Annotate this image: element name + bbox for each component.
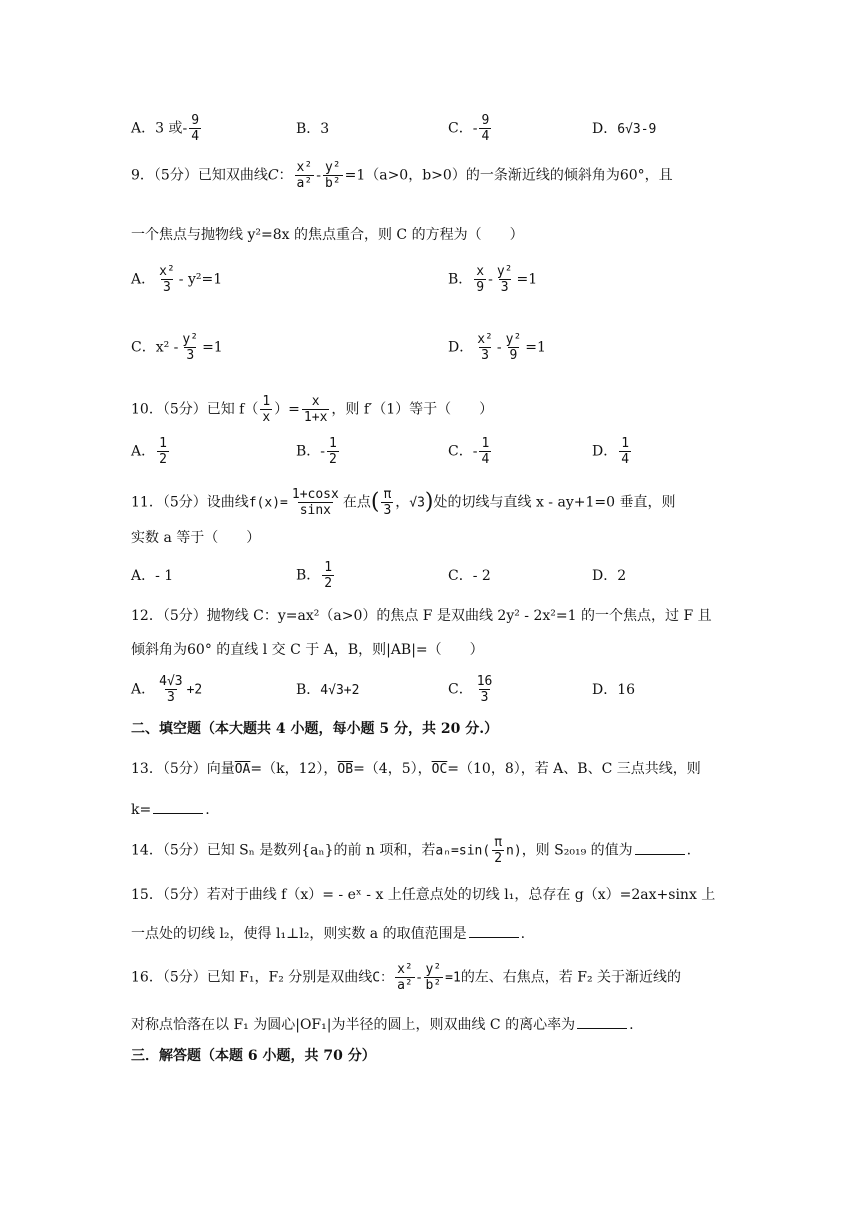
q16-frac1 xyxy=(395,962,415,993)
q12-option-d: D．16 xyxy=(592,682,636,698)
q13-end: . xyxy=(205,802,210,818)
q10-frac2 xyxy=(302,394,329,425)
q9-var: C xyxy=(267,167,279,184)
q9-d-frac2 xyxy=(504,332,524,363)
q9-b-minus: - xyxy=(488,271,493,288)
q9-a-tail: - y²=1 xyxy=(178,271,223,288)
q9-d-den2: 9 xyxy=(509,348,518,363)
q16-num1: x² xyxy=(397,962,413,977)
q9-option-d xyxy=(448,332,546,363)
q9-option-a xyxy=(131,264,222,295)
q15-text: 一点处的切线 l₂，使得 l₁⊥l₂，则实数 a 的取值范围是 xyxy=(131,926,467,942)
q9-frac1 xyxy=(295,160,315,191)
q8-c-num: 9 xyxy=(481,113,490,128)
q9-lead: 9．（5分）已知双曲线 xyxy=(131,167,268,184)
q10-c-frac xyxy=(479,436,491,467)
q16-minus: - xyxy=(416,969,422,986)
q12-a-frac xyxy=(157,674,184,705)
q8-c-den: 4 xyxy=(481,129,490,144)
q11-b-den: 2 xyxy=(324,576,333,591)
q14-lead: 14．（5分）已知 Sₙ 是数列{aₙ}的前 n 项和，若 xyxy=(131,842,436,859)
q8-c-fraction xyxy=(479,113,491,144)
q11-line2: 实数 a 等于（ ） xyxy=(131,530,261,546)
q8-a-fraction xyxy=(189,113,201,144)
q12-a-num: 4√3 xyxy=(159,674,183,689)
q11-b-frac xyxy=(322,560,334,591)
q9-c-tail: =1 xyxy=(202,339,223,356)
q9-colon: ： xyxy=(278,167,293,184)
q9-minus: - xyxy=(316,167,321,184)
q12-a-label: A． xyxy=(131,681,156,698)
q11-option-a: A．- 1 xyxy=(131,568,174,584)
q9-c-head: x² - xyxy=(155,339,179,356)
q10-b-num: 1 xyxy=(329,436,337,451)
q15-line1: 15．（5分）若对于曲线 f（x）= - eˣ - x 上任意点处的切线 l₁，总存在 g（x）=2ax+sinx 上 xyxy=(131,887,716,903)
q11-point-frac xyxy=(381,487,393,518)
q16-tail: 的左、右焦点，若 F₂ 关于渐近线的 xyxy=(460,969,682,986)
q15-end: . xyxy=(520,926,526,942)
q13-p1: =（k，12）， xyxy=(250,761,338,777)
q15-line2 xyxy=(131,923,525,944)
q9-b-num2: y² xyxy=(496,264,513,279)
q13-line2 xyxy=(131,799,210,820)
q10-b-label: B． xyxy=(296,443,321,460)
q11-close-paren: ) xyxy=(424,489,434,515)
q9-c-den: 3 xyxy=(186,348,195,363)
q12-c-frac xyxy=(475,674,495,705)
q11-option-c: C．- 2 xyxy=(448,568,491,584)
q9-a-num: x² xyxy=(159,264,175,279)
q11-open-paren: ( xyxy=(370,489,380,515)
q8-c-label: C． xyxy=(448,120,473,137)
q8-a-text: A．3 或 xyxy=(131,120,183,137)
q10-option-d xyxy=(592,436,633,467)
q16-den1: a² xyxy=(397,978,413,993)
q9-b-frac2 xyxy=(495,264,515,295)
q8-a-den: 4 xyxy=(191,129,200,144)
q9-b-frac1 xyxy=(474,264,486,295)
q10-option-a xyxy=(131,436,171,467)
q10-line1 xyxy=(131,394,493,425)
q11-den: sinx xyxy=(299,503,332,518)
q10-c-den: 4 xyxy=(481,452,490,467)
q10-d-label: D． xyxy=(592,443,618,460)
q9-c-frac xyxy=(180,332,200,363)
q9-option-b xyxy=(448,264,537,295)
q9-c-label: C． xyxy=(131,339,156,356)
q8-d-expr: 6√3-9 xyxy=(617,122,657,137)
q8-d-label: D． xyxy=(592,121,618,137)
q10-lead: 10．（5分）已知 f（ xyxy=(131,401,259,418)
q11-option-b xyxy=(296,560,336,591)
q13-answer-blank[interactable] xyxy=(153,799,203,814)
q10-a-den: 2 xyxy=(159,452,167,467)
q13-vector-oa: $\overline{OA}$ xyxy=(234,762,251,777)
q12-a-tail: +2 xyxy=(186,682,203,698)
q10-option-b xyxy=(296,436,341,467)
q11-tail: 处的切线与直线 x - ay+1=0 垂直，则 xyxy=(433,494,676,511)
q12-option-a xyxy=(131,674,202,705)
q14-line xyxy=(131,835,691,866)
q9-b-den2: 3 xyxy=(500,280,509,295)
q16-line2 xyxy=(131,1014,634,1035)
q8-c-neg: - xyxy=(472,120,478,137)
q11-lead: 11．（5分）设曲线 xyxy=(131,494,249,511)
q9-tail: =1（a>0，b>0）的一条渐近线的倾斜角为60°，且 xyxy=(344,167,673,184)
q12-option-c xyxy=(448,674,496,705)
q11-mid: 在点 xyxy=(342,494,371,511)
q10-num1: 1 xyxy=(262,394,271,409)
q9-num1: x² xyxy=(296,160,313,175)
section-answer-heading: 三．解答题（本题 6 小题，共 70 分） xyxy=(131,1048,376,1064)
q13-vector-oc: $\overline{OC}$ xyxy=(431,762,448,777)
q9-b-den1: 9 xyxy=(476,280,485,295)
q14-an-tail: n) xyxy=(506,843,522,859)
q8-option-a xyxy=(131,113,203,144)
q10-frac1 xyxy=(260,394,272,425)
q14-end: . xyxy=(686,842,692,859)
q12-c-den: 3 xyxy=(480,690,489,705)
q14-num: π xyxy=(494,835,503,850)
q11-option-d: D．2 xyxy=(592,568,627,584)
q12-c-label: C． xyxy=(448,681,473,698)
q10-a-label: A． xyxy=(131,443,156,460)
q10-c-num: 1 xyxy=(481,436,490,451)
q13-p3: =（10，8），若 A、B、C 三点共线，则 xyxy=(447,761,701,777)
q12-a-den: 3 xyxy=(166,690,175,705)
q15-answer-blank[interactable] xyxy=(469,923,519,938)
q11-fx: f(x)= xyxy=(248,495,288,511)
q12-option-b xyxy=(296,680,359,701)
q14-an: aₙ=sin( xyxy=(435,843,491,859)
q9-d-label: D． xyxy=(448,339,474,356)
q9-line1 xyxy=(131,160,673,191)
q9-den2: b² xyxy=(324,176,341,191)
q16-text: 对称点恰落在以 F₁ 为圆心|OF₁|为半径的圆上，则双曲线 C 的离心率为 xyxy=(131,1017,576,1033)
q13-p2: =（4，5）， xyxy=(353,761,432,777)
q13-vector-ob: $\overline{OB}$ xyxy=(337,762,354,777)
q9-line2: 一个焦点与抛物线 y²=8x 的焦点重合，则 C 的方程为（ ） xyxy=(131,227,524,243)
q9-option-c xyxy=(131,332,223,363)
q10-b-neg: - xyxy=(320,443,326,460)
q9-d-tail: =1 xyxy=(525,339,546,356)
q9-frac2 xyxy=(323,160,343,191)
q13-k-label: k= xyxy=(131,802,152,818)
q9-b-tail: =1 xyxy=(516,271,538,288)
q16-cvar: C： xyxy=(372,970,394,986)
q9-d-den1: 3 xyxy=(481,348,489,363)
q11-pt-num: π xyxy=(383,487,392,502)
q14-answer-blank[interactable] xyxy=(635,840,685,855)
q16-den2: b² xyxy=(425,978,442,993)
q10-b-den: 2 xyxy=(329,452,337,467)
q10-a-num: 1 xyxy=(159,436,167,451)
q9-a-frac xyxy=(157,264,177,295)
q9-a-label: A． xyxy=(131,271,156,288)
q14-den: 2 xyxy=(494,851,503,866)
q11-num: 1+cosx xyxy=(291,487,339,502)
q10-b-frac xyxy=(327,436,339,467)
q13-lead: 13．（5分）向量 xyxy=(131,761,235,777)
q13-line1 xyxy=(131,759,701,780)
q16-answer-blank[interactable] xyxy=(577,1014,627,1029)
q10-tail: ，则 f′（1）等于（ ） xyxy=(331,401,494,418)
q10-c-label: C． xyxy=(448,443,473,460)
q14-tail: ，则 S₂₀₁₉ 的值为 xyxy=(521,842,633,859)
q9-d-frac1 xyxy=(475,332,495,363)
q10-d-frac xyxy=(619,436,631,467)
q10-den2: 1+x xyxy=(303,410,328,425)
q10-den1: x xyxy=(262,410,271,425)
q10-num2: x xyxy=(311,394,320,409)
q9-b-label: B． xyxy=(448,271,473,288)
q11-frac xyxy=(290,487,341,518)
q12-line2: 倾斜角为60° 的直线 l 交 C 于 A，B，则|AB|=（ ） xyxy=(131,642,484,658)
q11-pt-root: √3 xyxy=(409,495,425,511)
q9-d-num1: x² xyxy=(477,332,493,347)
q16-end: . xyxy=(629,1017,634,1033)
q16-num2: y² xyxy=(425,962,442,977)
q12-b-label: B． xyxy=(296,682,321,698)
q10-c-neg: - xyxy=(472,443,478,460)
q10-mid: ）= xyxy=(274,401,300,418)
q10-d-num: 1 xyxy=(621,436,630,451)
section-fill-in-heading: 二、填空题（本大题共 4 小题，每小题 5 分，共 20 分.） xyxy=(131,721,499,737)
q9-a-den: 3 xyxy=(163,280,171,295)
q16-lead: 16．（5分）已知 F₁，F₂ 分别是双曲线 xyxy=(131,969,373,986)
q8-option-d xyxy=(592,119,656,140)
q14-frac xyxy=(492,835,504,866)
q16-eq: =1 xyxy=(445,970,461,986)
q16-line1 xyxy=(131,962,681,993)
q9-c-num: y² xyxy=(182,332,199,347)
q12-line1: 12．（5分）抛物线 C：y=ax²（a>0）的焦点 F 是双曲线 2y² - 2x²=1 的一个焦点，过 F 且 xyxy=(131,608,712,624)
q9-d-minus: - xyxy=(496,339,502,356)
q12-c-num: 16 xyxy=(476,674,493,689)
q9-num2: y² xyxy=(324,160,341,175)
q9-b-num1: x xyxy=(476,264,485,279)
q8-option-b: B．3 xyxy=(296,121,330,137)
q11-pt-den: 3 xyxy=(383,503,392,518)
q10-d-den: 4 xyxy=(621,452,630,467)
q10-option-c xyxy=(448,436,493,467)
q8-a-neg: - xyxy=(182,120,188,137)
q9-den1: a² xyxy=(296,176,313,191)
q11-b-num: 1 xyxy=(324,560,333,575)
q8-option-c xyxy=(448,113,493,144)
q8-a-num: 9 xyxy=(191,113,200,128)
q11-pt-sep: ， xyxy=(395,494,410,511)
q11-line1 xyxy=(131,487,675,518)
q10-a-frac xyxy=(157,436,169,467)
q11-b-label: B． xyxy=(296,567,321,584)
q9-d-num2: y² xyxy=(505,332,522,347)
q12-b-expr: 4√3+2 xyxy=(320,683,360,698)
q16-frac2 xyxy=(424,962,444,993)
